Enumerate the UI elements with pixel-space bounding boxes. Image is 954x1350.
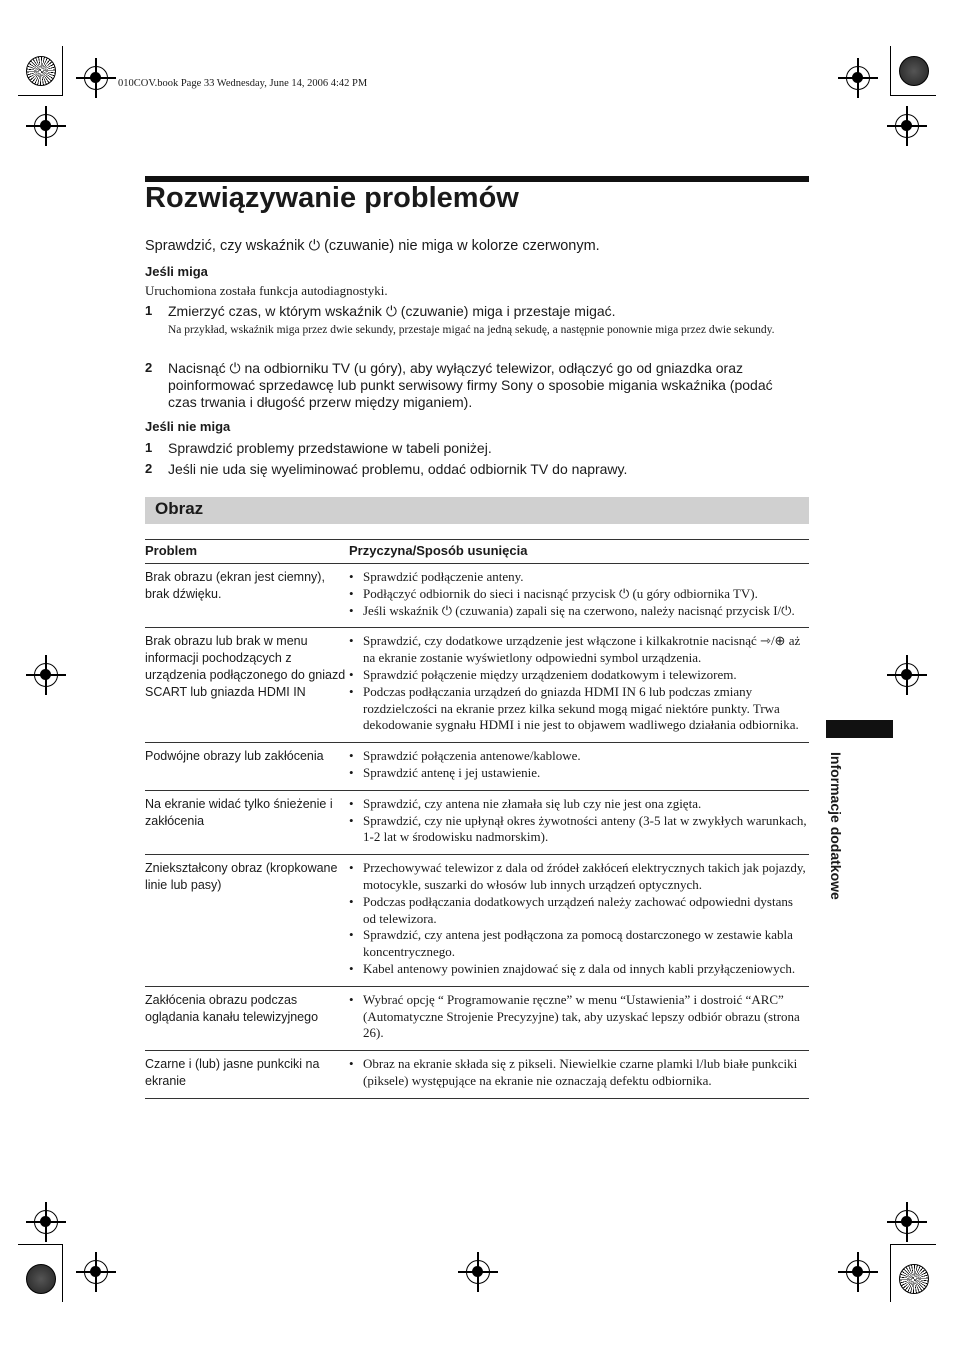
power-icon: ⏻ <box>385 303 397 319</box>
solution-list <box>349 569 809 619</box>
problem-cell: Podwójne obrazy lub zakłócenia <box>145 743 349 791</box>
color-bar-icon <box>26 56 56 86</box>
blinking-step-2: Nacisnąć ⏻ na odbiorniku TV (u góry), aby wyłączyć telewizor, odłączyć go od gniazdka oraz poinformować sprzedawcę lub punkt serwisowy firmy Sony o sposobie migania wskaźnika (podać czas trwania i długość przerw między miganiem). <box>168 360 773 410</box>
step-number: 2 <box>145 360 153 375</box>
color-bar-icon <box>899 1264 929 1294</box>
list-item: • Sprawdzić, czy nie upłynął okres żywotności anteny (3-5 lat w zwykłych warunkach, 1-2 lat w środowisku nadmorskim). <box>349 813 809 847</box>
solution-cell <box>349 1051 809 1099</box>
registration-mark-icon <box>895 1210 919 1234</box>
solution-cell <box>349 628 809 743</box>
list-item: • Sprawdzić podłączenie anteny. <box>349 569 809 586</box>
problem-cell: Zakłócenia obrazu podczas oglądania kanału telewizyjnego <box>145 986 349 1050</box>
troubleshooting-table <box>145 539 809 1099</box>
list-item: • Podłączyć odbiornik do sieci i nacisnąć przycisk ⏻ (u góry odbiornika TV). <box>349 586 809 603</box>
registration-mark-icon <box>34 1210 58 1234</box>
registration-mark-icon <box>466 1260 490 1284</box>
color-bar-icon <box>899 56 929 86</box>
blinking-note: Uruchomiona została funkcja autodiagnostyki. <box>145 283 388 298</box>
file-info-header: 010COV.book Page 33 Wednesday, June 14, 2006 4:42 PM <box>118 78 368 89</box>
registration-mark-icon <box>895 663 919 687</box>
solution-cell <box>349 986 809 1050</box>
table-row <box>145 986 809 1050</box>
list-item: • Sprawdzić antenę i jej ustawienie. <box>349 765 809 782</box>
not-blinking-heading: Jeśli nie miga <box>145 419 231 434</box>
not-blinking-step-2: Jeśli nie uda się wyeliminować problemu, oddać odbiornik TV do naprawy. <box>168 461 628 477</box>
list-item: • Jeśli wskaźnik ⏻ (czuwania) zapali się na czerwono, należy nacisnąć przycisk I/⏻. <box>349 603 809 620</box>
list-item: • Obraz na ekranie składa się z pikseli. Niewielkie czarne plamki l/lub białe punkciki (piksele) występujące na ekranie nie oznaczają defektu odbiornika. <box>349 1056 809 1090</box>
list-item: • Sprawdzić, czy antena jest podłączona za pomocą dostarczonego w zestawie kabla koncentrycznego. <box>349 927 809 961</box>
table-row <box>145 855 809 987</box>
power-icon: ⏻ <box>308 238 321 254</box>
list-item: • Podczas podłączania urządzeń do gniazda HDMI IN 6 lub podczas zmiany rozdzielczości na ekranie przez kilka sekund mogą migać niektóre punkty. Trwa dekodowanie sygnału HDMI i nie jest to objawem wadliwego działania odbiornika. <box>349 684 809 734</box>
solution-list <box>349 633 809 734</box>
registration-mark-icon <box>846 1260 870 1284</box>
table-row <box>145 564 809 628</box>
problem-cell: Zniekształcony obraz (kropkowane linie lub pasy) <box>145 855 349 987</box>
registration-mark-icon <box>846 66 870 90</box>
table-row <box>145 743 809 791</box>
not-blinking-step-1: Sprawdzić problemy przedstawione w tabeli poniżej. <box>168 440 492 456</box>
problem-cell: Brak obrazu lub brak w menu informacji pochodzących z urządzenia podłączonego do gniazd SCART lub gniazda HDMI IN <box>145 628 349 743</box>
list-item: • Kabel antenowy powinien znajdować się z dala od innych kabli przyłączeniowych. <box>349 961 809 978</box>
column-header-solution: Przyczyna/Sposób usunięcia <box>349 540 809 564</box>
step-number: 1 <box>145 440 153 455</box>
problem-cell: Brak obrazu (ekran jest ciemny), brak dźwięku. <box>145 564 349 628</box>
registration-mark-icon <box>34 114 58 138</box>
page-title: Rozwiązywanie problemów <box>145 182 519 214</box>
list-item: • Sprawdzić połączenie między urządzeniem dodatkowym i telewizorem. <box>349 667 809 684</box>
power-icon: ⏻ <box>229 360 241 376</box>
solution-list <box>349 1056 809 1090</box>
registration-mark-icon <box>895 114 919 138</box>
side-tab <box>826 720 893 738</box>
list-item: • Wybrać opcję “ Programowanie ręczne” w menu “Ustawienia” i dostroić “ARC” (Automatyczne Strojenie Precyzyjne) tak, aby uzyskać lepszy odbiór obrazu (strona 26). <box>349 992 809 1042</box>
section-header-bar <box>145 497 809 524</box>
list-item: • Sprawdzić, czy dodatkowe urządzenie jest włączone i kilkakrotnie nacisnąć ⇾/⊕ aż na ekranie zostanie wyświetlony odpowiedni symbol urządzenia. <box>349 633 809 667</box>
solution-list <box>349 748 809 782</box>
color-bar-icon <box>26 1264 56 1294</box>
intro-before: Sprawdzić, czy wskaźnik <box>145 238 305 254</box>
blinking-step-1: Zmierzyć czas, w którym wskaźnik ⏻ (czuwanie) miga i przestaje migać. <box>168 303 616 319</box>
side-label: Informacje dodatkowe <box>828 752 844 900</box>
table-row <box>145 628 809 743</box>
blinking-step-1-note: Na przykład, wskaźnik miga przez dwie sekundy, przestaje migać na jedną sekudę, a następnie ponownie miga przez dwie sekundy. <box>168 324 775 336</box>
solution-cell <box>349 790 809 854</box>
solution-list <box>349 860 809 978</box>
registration-mark-icon <box>84 1260 108 1284</box>
step-number: 2 <box>145 461 153 476</box>
section-title: Obraz <box>155 499 204 518</box>
table-row <box>145 1051 809 1099</box>
intro-line <box>145 238 600 254</box>
registration-mark-icon <box>84 66 108 90</box>
column-header-problem: Problem <box>145 540 349 564</box>
solution-cell <box>349 564 809 628</box>
solution-cell <box>349 743 809 791</box>
list-item: • Podczas podłączania dodatkowych urządzeń należy zachować odpowiedni dystans od telewizora. <box>349 894 809 928</box>
table-row <box>145 790 809 854</box>
registration-mark-icon <box>34 663 58 687</box>
list-item: • Przechowywać telewizor z dala od źródeł zakłóceń elektrycznych takich jak pojazdy, motocykle, suszarki do włosów lub innych urządzeń optycznych. <box>349 860 809 894</box>
list-item: • Sprawdzić, czy antena nie złamała się lub czy nie jest ona zgięta. <box>349 796 809 813</box>
solution-list <box>349 992 809 1042</box>
problem-cell: Na ekranie widać tylko śnieżenie i zakłócenia <box>145 790 349 854</box>
solution-cell <box>349 855 809 987</box>
problem-cell: Czarne i (lub) jasne punkciki na ekranie <box>145 1051 349 1099</box>
list-item: • Sprawdzić połączenia antenowe/kablowe. <box>349 748 809 765</box>
intro-after: (czuwanie) nie miga w kolorze czerwonym. <box>324 238 600 254</box>
blinking-heading: Jeśli miga <box>145 264 208 279</box>
step-number: 1 <box>145 303 153 318</box>
solution-list <box>349 796 809 846</box>
